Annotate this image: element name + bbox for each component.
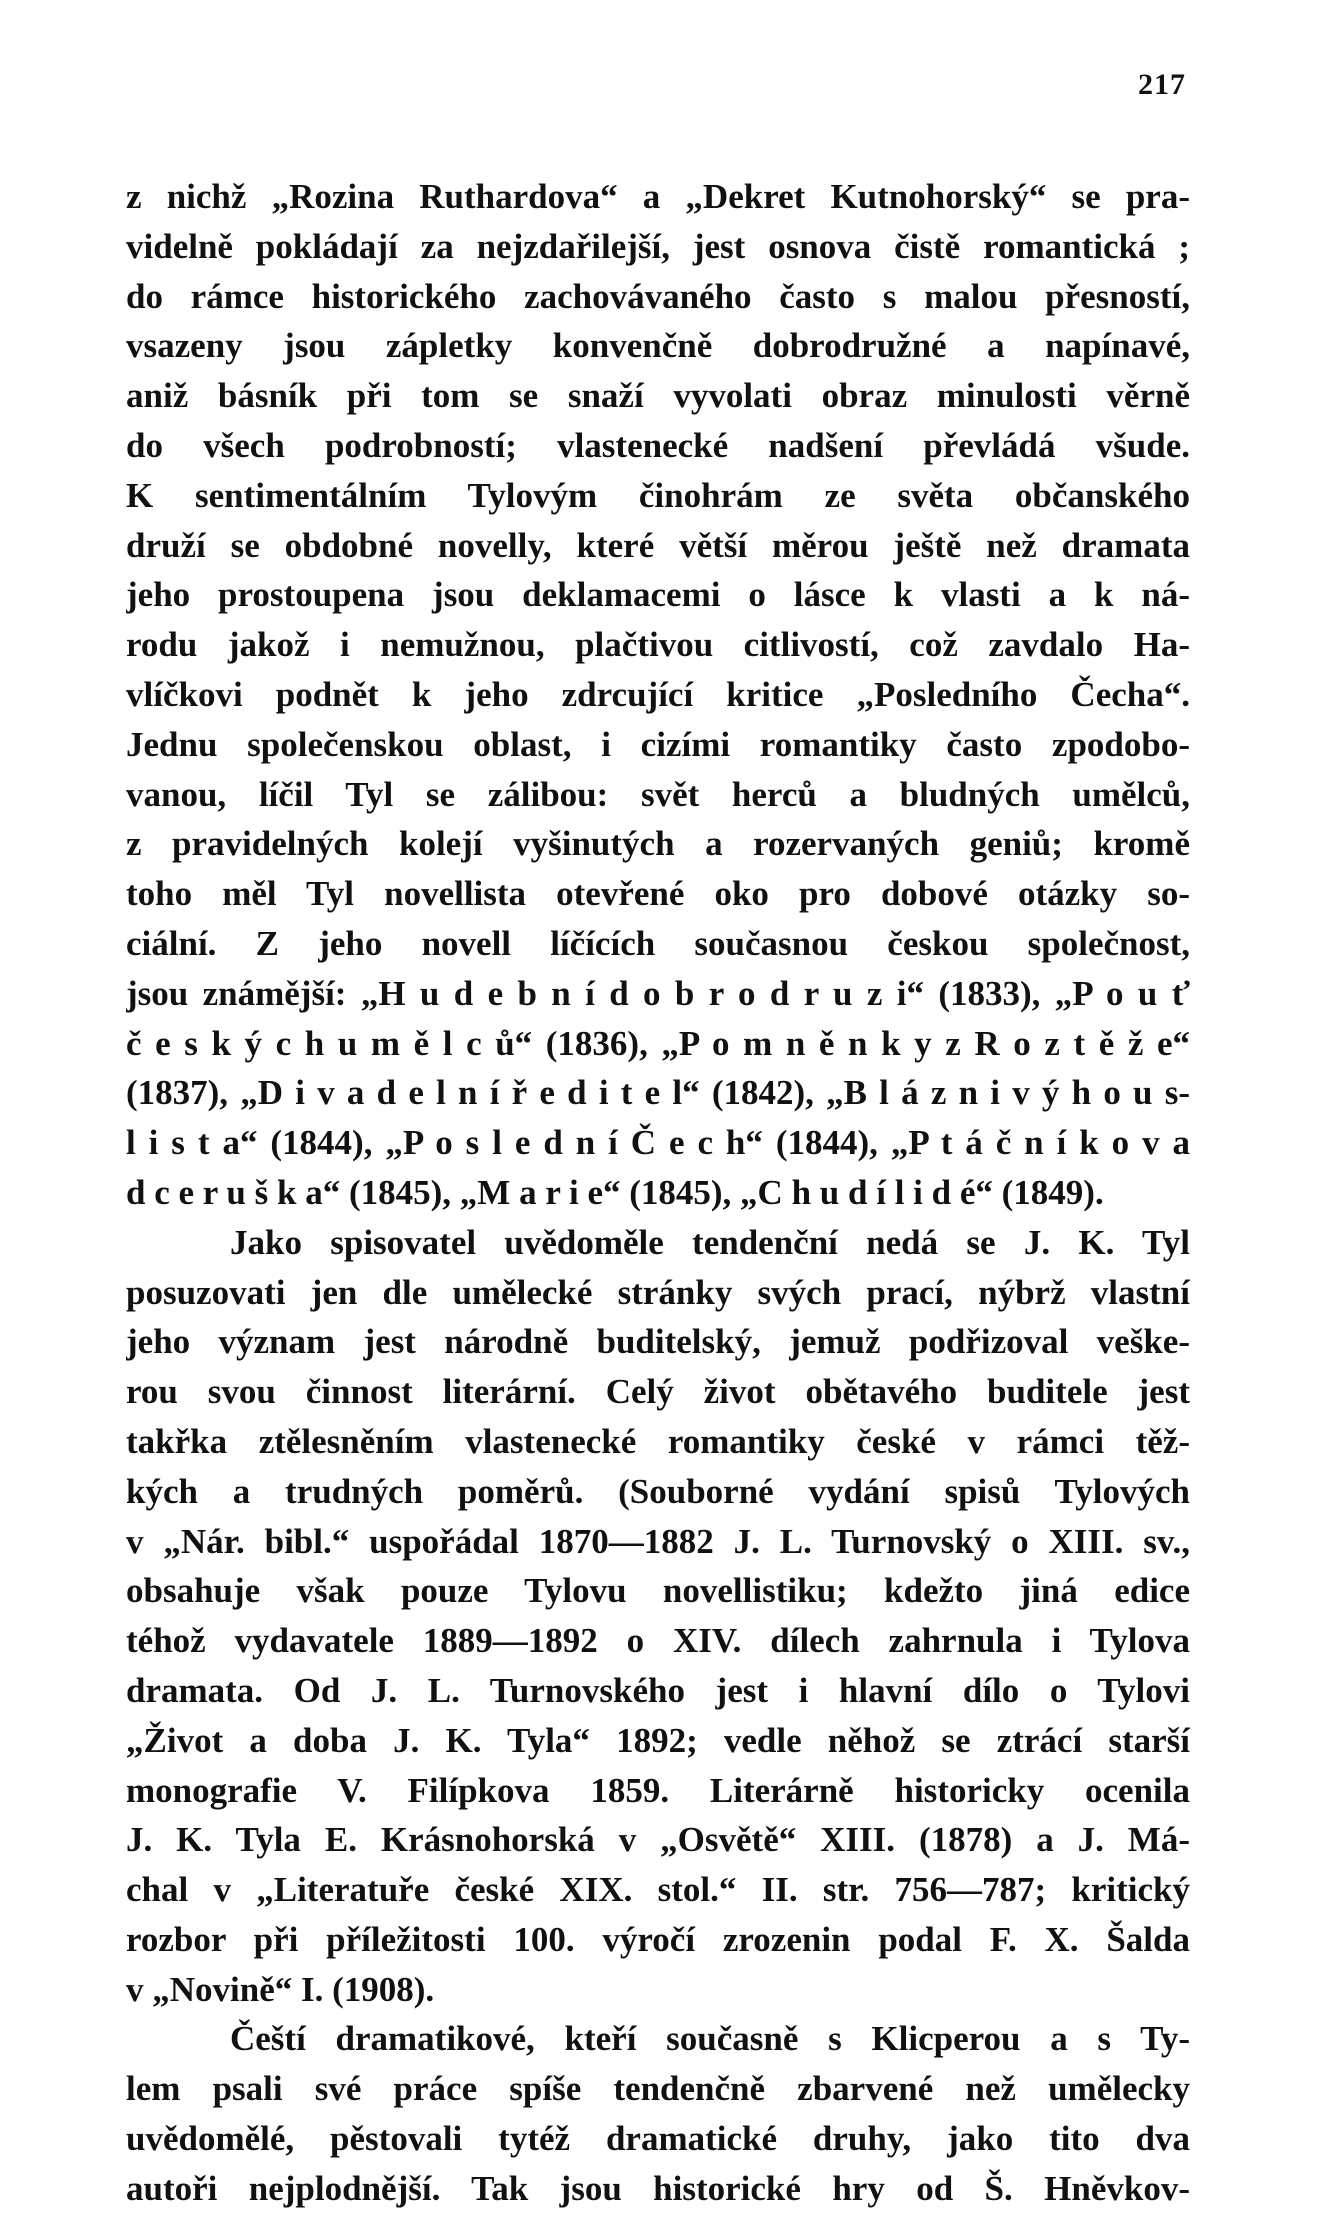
text-line: autoři nejplodnější. Tak jsou historické hry od Š. Hněvkov- — [126, 2168, 1190, 2208]
text-line: jeho význam jest národně buditelský, jemuž podřizoval veške- — [126, 1322, 1190, 1362]
text-line: v „Nár. bibl.“ uspořádal 1870—1882 J. L. Turnovský o XIII. sv., — [126, 1521, 1190, 1561]
text-line: Jednu společenskou oblast, i cizími romantiky často zpodobo- — [126, 724, 1190, 764]
text-line: l i s t a“ (1844), „P o s l e d n í Č e c h“ (1844), „P t á č n í k o v a — [126, 1123, 1190, 1163]
text-line: chal v „Literatuře české XIX. stol.“ II. str. 756—787; kritický — [126, 1870, 1190, 1910]
text-line: posuzovati jen dle umělecké stránky svých prací, nýbrž vlastní — [126, 1272, 1190, 1312]
text-line: J. K. Tyla E. Krásnohorská v „Osvětě“ XIII. (1878) a J. Má- — [126, 1820, 1190, 1860]
text-line: videlně pokládají za nejzdařilejší, jest osnova čistě romantická ; — [126, 226, 1190, 266]
text-line: ciální. Z jeho novell líčících současnou českou společnost, — [126, 923, 1190, 963]
text-line: z nichž „Rozina Ruthardova“ a „Dekret Kutnohorský“ se pra- — [126, 177, 1190, 216]
text-line: toho měl Tyl novellista otevřené oko pro dobové otázky so- — [126, 874, 1190, 914]
text-line: takřka ztělesněním vlastenecké romantiky české v rámci těž- — [126, 1421, 1190, 1461]
text-line: kých a trudných poměrů. (Souborné vydání spisů Tylových — [126, 1471, 1190, 1511]
text-line: do rámce historického zachovávaného často s malou přesností, — [126, 276, 1190, 316]
page-number: 217 — [1138, 68, 1186, 101]
text-line: z pravidelných kolejí vyšinutých a rozervaných geniů; kromě — [126, 824, 1190, 864]
text-line: monografie V. Filípkova 1859. Literárně historicky ocenila — [126, 1770, 1190, 1810]
text-line: jsou známější: „H u d e b n í d o b r o d r u z i“ (1833), „P o u ť — [126, 973, 1190, 1013]
text-line: vlíčkovi podnět k jeho zdrcující kritice „Posledního Čecha“. — [126, 674, 1190, 714]
text-line: vanou, líčil Tyl se zálibou: svět herců a bludných umělců, — [126, 774, 1190, 814]
text-line: (1837), „D i v a d e l n í ř e d i t e l“ (1842), „B l á z n i v ý h o u s- — [126, 1073, 1190, 1113]
text-line: uvědomělé, pěstovali tytéž dramatické druhy, jako tito dva — [126, 2119, 1190, 2159]
text-line: jeho prostoupena jsou deklamacemi o lásce k vlasti a k ná- — [126, 575, 1190, 615]
text-line: téhož vydavatele 1889—1892 o XIV. dílech zahrnula i Tylova — [126, 1621, 1190, 1661]
text-line: aniž básník při tom se snaží vyvolati obraz minulosti věrně — [126, 376, 1190, 416]
text-line: rozbor při příležitosti 100. výročí zrozenin podal F. X. Šalda — [126, 1919, 1190, 1959]
text-line: dramata. Od J. L. Turnovského jest i hlavní dílo o Tylovi — [126, 1670, 1190, 1710]
text-line: rou svou činnost literární. Celý život obětavého buditele jest — [126, 1372, 1190, 1412]
text-line: rodu jakož i nemužnou, plačtivou citlivostí, což zavdalo Ha- — [126, 625, 1190, 665]
text-line: obsahuje však pouze Tylovu novellistiku; kdežto jiná edice — [126, 1571, 1190, 1611]
text-line: „Život a doba J. K. Tyla“ 1892; vedle něhož se ztrácí starší — [126, 1720, 1190, 1760]
text-line: č e s k ý c h u m ě l c ů“ (1836), „P o m n ě n k y z R o z t ě ž e“ — [126, 1023, 1190, 1063]
text-line: druží se obdobné novelly, které větší měrou ještě než dramata — [126, 525, 1190, 565]
text-line: K sentimentálním Tylovým činohrám ze světa občanského — [126, 475, 1190, 515]
paragraph-first-line: Čeští dramatikové, kteří současně s Klicperou a s Ty- — [230, 2019, 1190, 2059]
text-line: do všech podrobností; vlastenecké nadšení převládá všude. — [126, 425, 1190, 465]
text-line: lem psali své práce spíše tendenčně zbarvené než umělecky — [126, 2069, 1190, 2109]
body-text — [126, 172, 1190, 2214]
text-line: d c e r u š k a“ (1845), „M a r i e“ (1845), „C h u d í l i d é“ (1849). — [126, 1172, 1104, 1212]
text-line: v „Novině“ I. (1908). — [126, 1969, 435, 2009]
paragraph-first-line: Jako spisovatel uvědoměle tendenční nedá se J. K. Tyl — [230, 1222, 1190, 1262]
text-line: vsazeny jsou zápletky konvenčně dobrodružné a napínavé, — [126, 326, 1190, 366]
